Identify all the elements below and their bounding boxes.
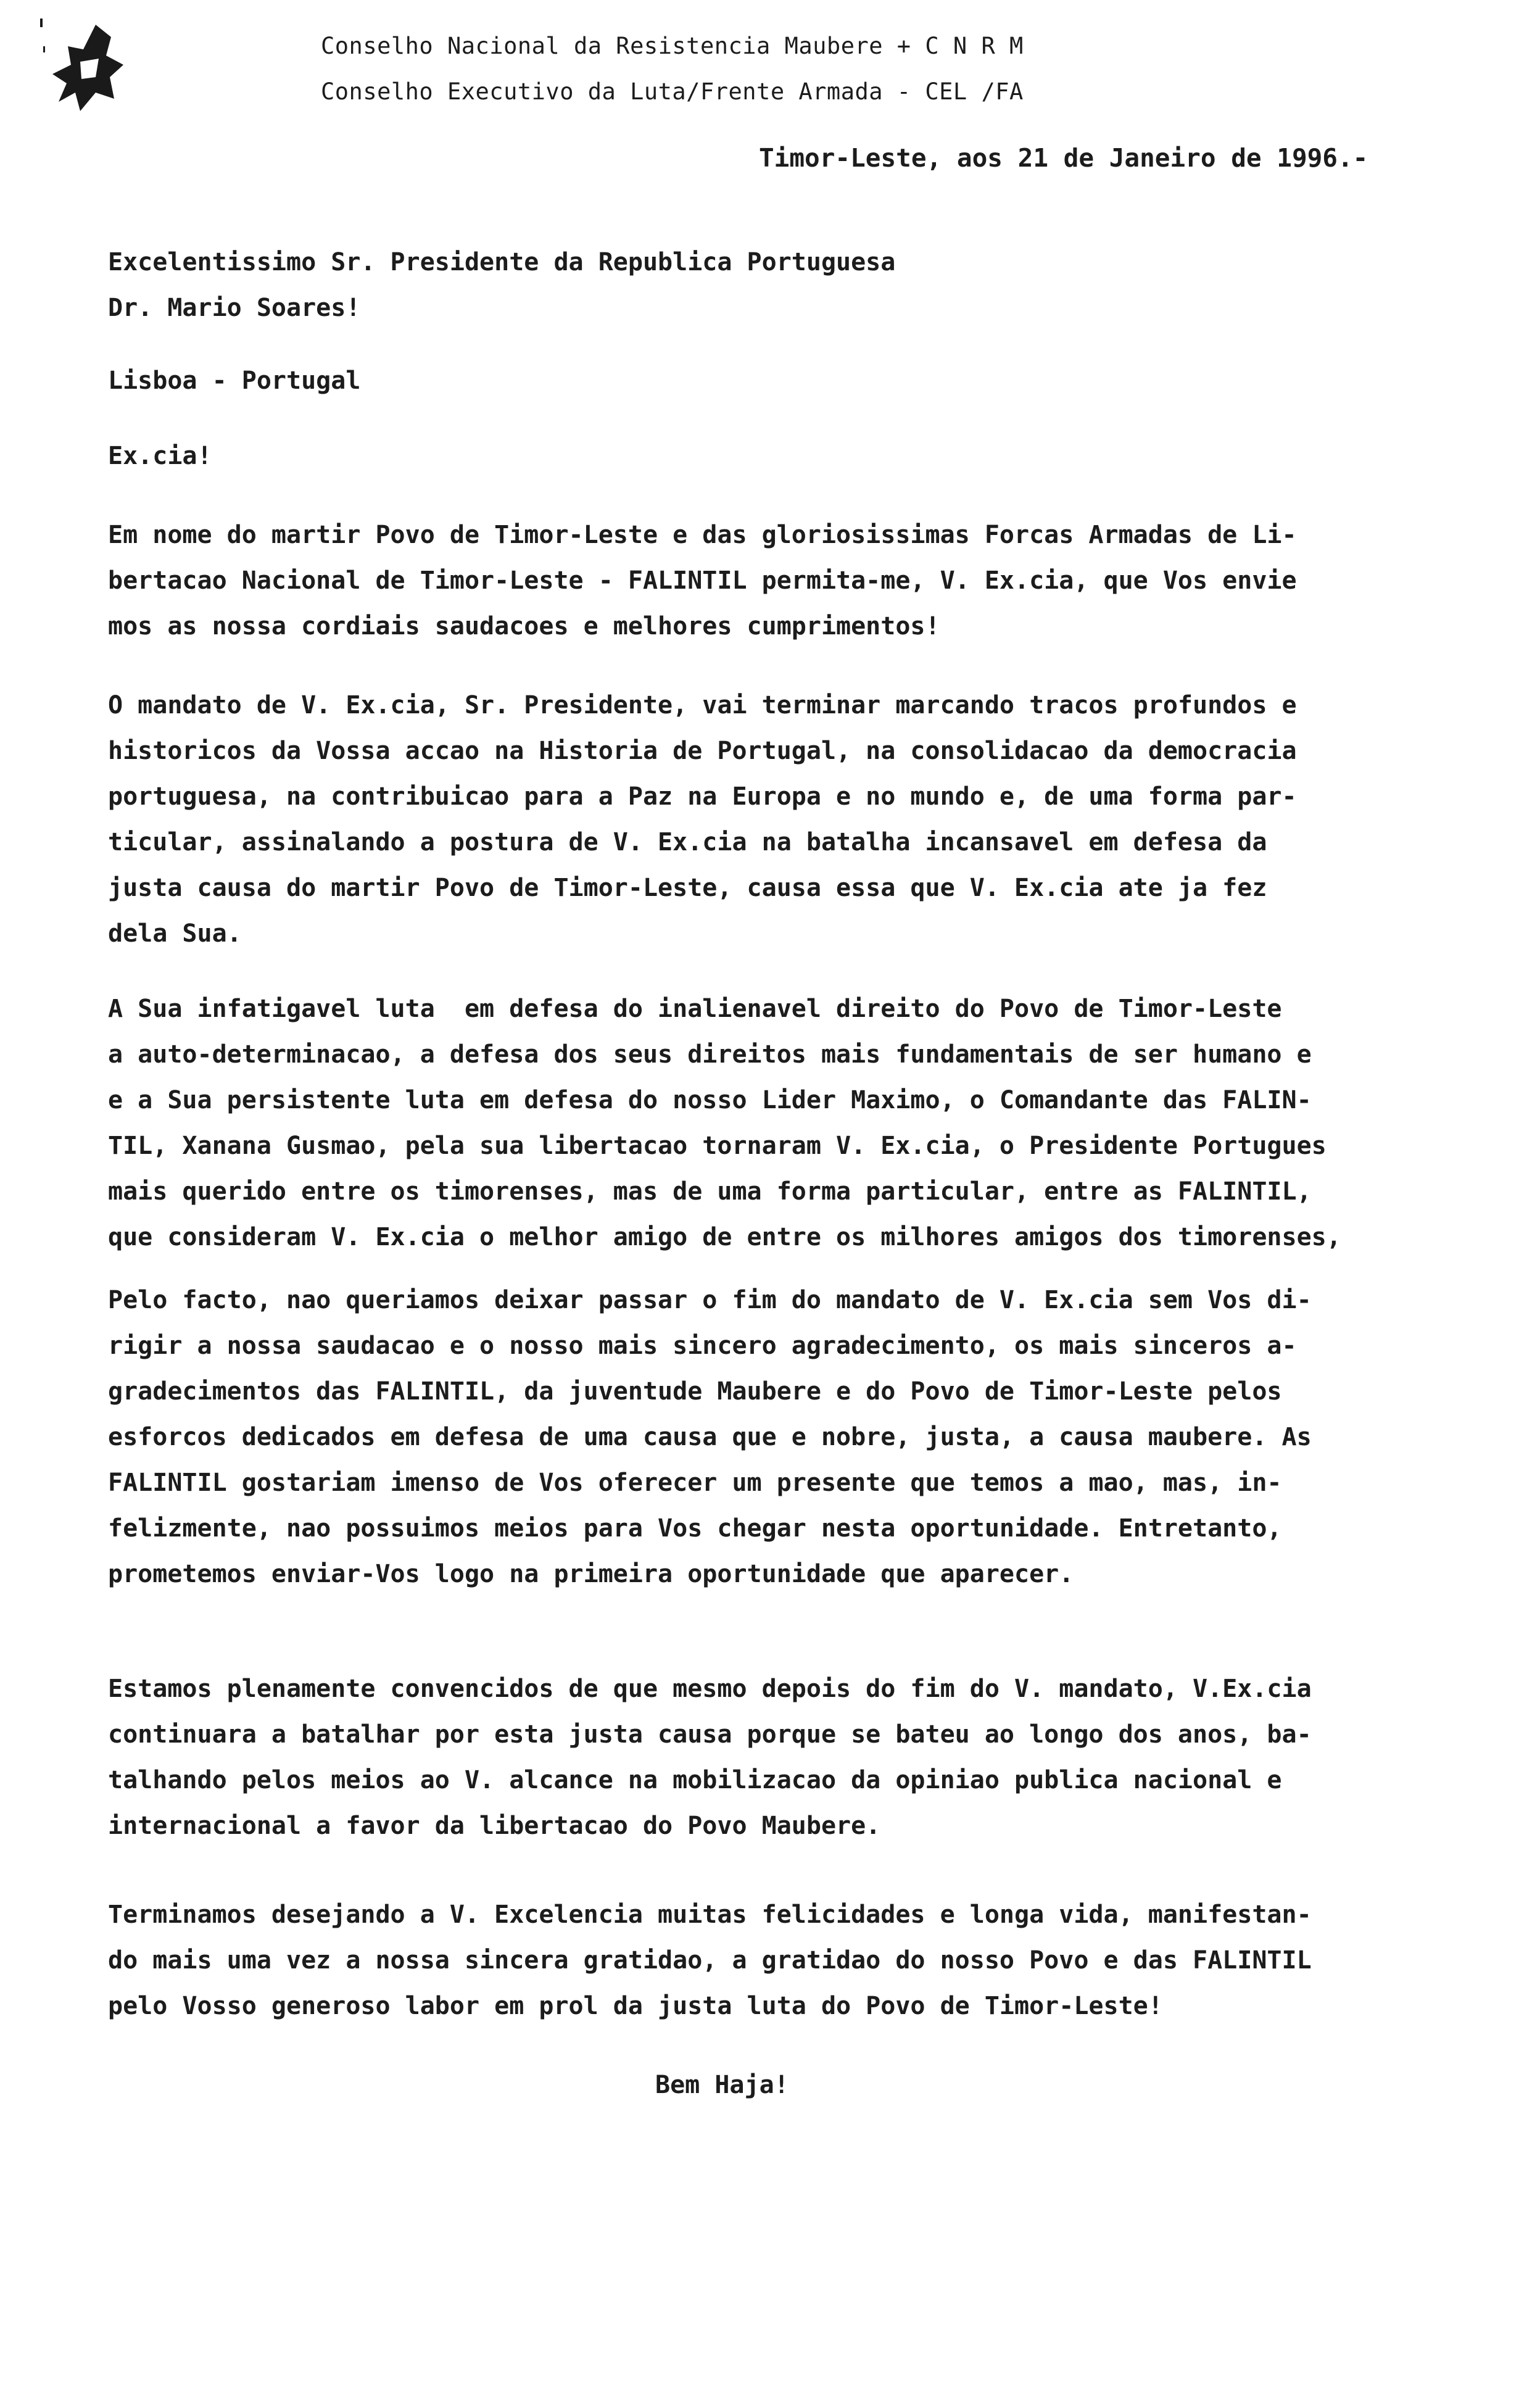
paragraph-3: [108, 986, 1465, 1260]
paragraph-6: [108, 1892, 1465, 2029]
paragraph-line: rigir a nossa saudacao e o nosso mais sincero agradecimento, os mais sinceros a-: [108, 1332, 1297, 1360]
paragraph-line: dela Sua.: [108, 919, 242, 948]
paragraph-line: justa causa do martir Povo de Timor-Leste, causa essa que V. Ex.cia ate ja fez: [108, 874, 1267, 902]
letterhead-line-1: Conselho Nacional da Resistencia Maubere + C N R M: [321, 33, 1024, 59]
paragraph-line: internacional a favor da libertacao do Povo Maubere.: [108, 1812, 881, 1840]
location-line: Lisboa - Portugal: [108, 367, 361, 395]
paragraph-line: talhando pelos meios ao V. alcance na mobilizacao da opiniao publica nacional e: [108, 1766, 1282, 1794]
recipient-line-2: Dr. Mario Soares!: [108, 294, 361, 322]
paragraph-line: a auto-determinacao, a defesa dos seus direitos mais fundamentais de ser humano e: [108, 1040, 1312, 1069]
paragraph-line: do mais uma vez a nossa sincera gratidao, a gratidao do nosso Povo e das FALINTIL: [108, 1946, 1312, 1975]
closing-line: Bem Haja!: [655, 2071, 789, 2099]
paragraph-line: mos as nossa cordiais saudacoes e melhores cumprimentos!: [108, 612, 940, 641]
paragraph-line: pelo Vosso generoso labor em prol da justa luta do Povo de Timor-Leste!: [108, 1992, 1163, 2020]
paragraph-line: que consideram V. Ex.cia o melhor amigo de entre os milhores amigos dos timorenses,: [108, 1223, 1341, 1251]
paragraph-line: prometemos enviar-Vos logo na primeira oportunidade que aparecer.: [108, 1560, 1074, 1588]
salutation-line: Ex.cia!: [108, 442, 212, 470]
paragraph-line: A Sua infatigavel luta em defesa do inalienavel direito do Povo de Timor-Leste: [108, 995, 1282, 1023]
recipient-line-1: Excelentissimo Sr. Presidente da Republica Portuguesa: [108, 248, 896, 276]
paragraph-line: FALINTIL gostariam imenso de Vos oferecer um presente que temos a mao, mas, in-: [108, 1469, 1282, 1497]
paragraph-1: [108, 512, 1465, 649]
paragraph-line: continuara a batalhar por esta justa causa porque se bateu ao longo dos anos, ba-: [108, 1720, 1312, 1749]
recipient-address: [108, 239, 1465, 331]
paragraph-line: portuguesa, na contribuicao para a Paz na Europa e no mundo e, de uma forma par-: [108, 782, 1297, 811]
paragraph-line: Em nome do martir Povo de Timor-Leste e das gloriosissimas Forcas Armadas de Li-: [108, 521, 1297, 549]
paragraph-line: O mandato de V. Ex.cia, Sr. Presidente, vai terminar marcando tracos profundos e: [108, 691, 1297, 719]
paragraph-line: ticular, assinalando a postura de V. Ex.cia na batalha incansavel em defesa da: [108, 828, 1267, 856]
date-line: Timor-Leste, aos 21 de Janeiro de 1996.-: [759, 143, 1368, 173]
salutation: [108, 433, 1465, 479]
paragraph-line: bertacao Nacional de Timor-Leste - FALINTIL permita-me, V. Ex.cia, que Vos envie: [108, 566, 1297, 595]
paragraph-2: [108, 682, 1465, 956]
paragraph-line: TIL, Xanana Gusmao, pela sua libertacao tornaram V. Ex.cia, o Presidente Portugues: [108, 1132, 1327, 1160]
paragraph-line: esforcos dedicados em defesa de uma causa que e nobre, justa, a causa maubere. As: [108, 1423, 1312, 1451]
paragraph-4: [108, 1277, 1465, 1597]
paragraph-line: Terminamos desejando a V. Excelencia muitas felicidades e longa vida, manifestan-: [108, 1901, 1312, 1929]
organization-emblem-icon: [37, 19, 136, 130]
recipient-location: [108, 358, 1465, 404]
paragraph-line: historicos da Vossa accao na Historia de Portugal, na consolidacao da democracia: [108, 737, 1297, 765]
paragraph-line: felizmente, nao possuimos meios para Vos chegar nesta oportunidade. Entretanto,: [108, 1514, 1282, 1543]
paragraph-line: mais querido entre os timorenses, mas de uma forma particular, entre as FALINTIL,: [108, 1177, 1312, 1206]
paragraph-line: Pelo facto, nao queriamos deixar passar o fim do mandato de V. Ex.cia sem Vos di-: [108, 1286, 1312, 1314]
paragraph-line: e a Sua persistente luta em defesa do nosso Lider Maximo, o Comandante das FALIN-: [108, 1086, 1312, 1114]
letterhead-line-2: Conselho Executivo da Luta/Frente Armada - CEL /FA: [321, 78, 1024, 105]
letterhead: [321, 25, 1024, 116]
paragraph-line: gradecimentos das FALINTIL, da juventude Maubere e do Povo de Timor-Leste pelos: [108, 1377, 1282, 1406]
paragraph-line: Estamos plenamente convencidos de que mesmo depois do fim do V. mandato, V.Ex.cia: [108, 1675, 1312, 1703]
paragraph-5: [108, 1666, 1465, 1849]
